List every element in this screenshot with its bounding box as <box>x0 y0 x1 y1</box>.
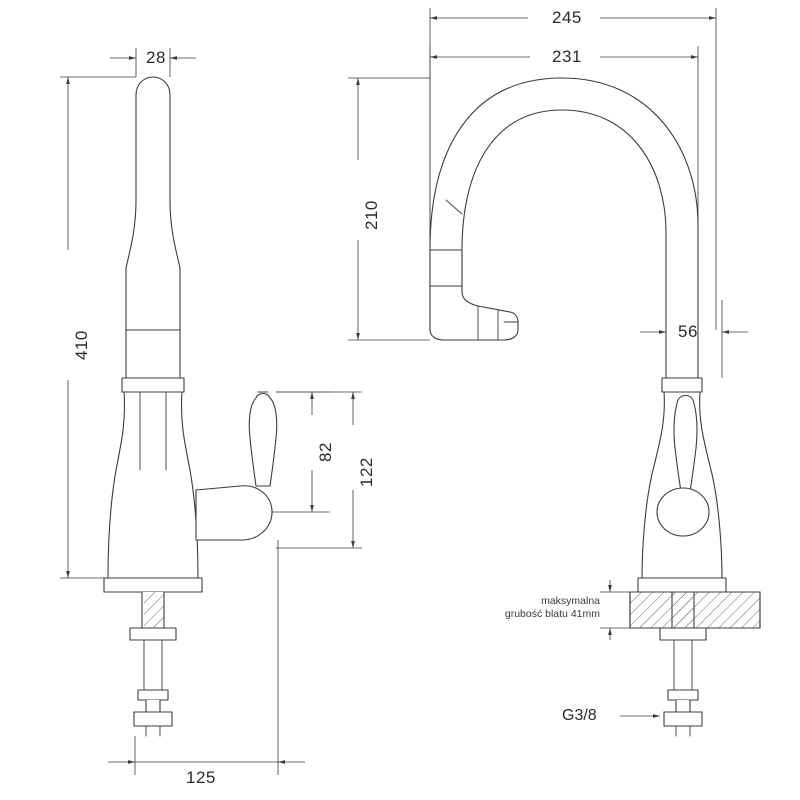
right-elevation-view <box>430 78 760 736</box>
thread-size-label: G3/8 <box>562 707 597 724</box>
dimension-base-width: 125 <box>186 768 216 787</box>
dimension-reach-inner: 231 <box>552 47 582 66</box>
worktop-thickness-note <box>440 595 600 621</box>
dimension-spout-top-width: 28 <box>146 48 166 67</box>
dimension-body-width: 56 <box>678 322 698 341</box>
left-view-dimensions <box>60 48 362 775</box>
dimension-reach-outer: 245 <box>552 8 582 27</box>
worktop-note-line2: grubość blatu 41mm <box>504 608 600 620</box>
dimension-total-height: 410 <box>72 330 91 360</box>
dimension-handle-assembly-height: 122 <box>357 457 376 487</box>
left-elevation-view <box>104 77 277 736</box>
dimension-handle-height: 82 <box>316 442 335 462</box>
worktop-note-line1: maksymalna <box>541 595 600 607</box>
dimension-spout-height: 210 <box>362 200 381 230</box>
